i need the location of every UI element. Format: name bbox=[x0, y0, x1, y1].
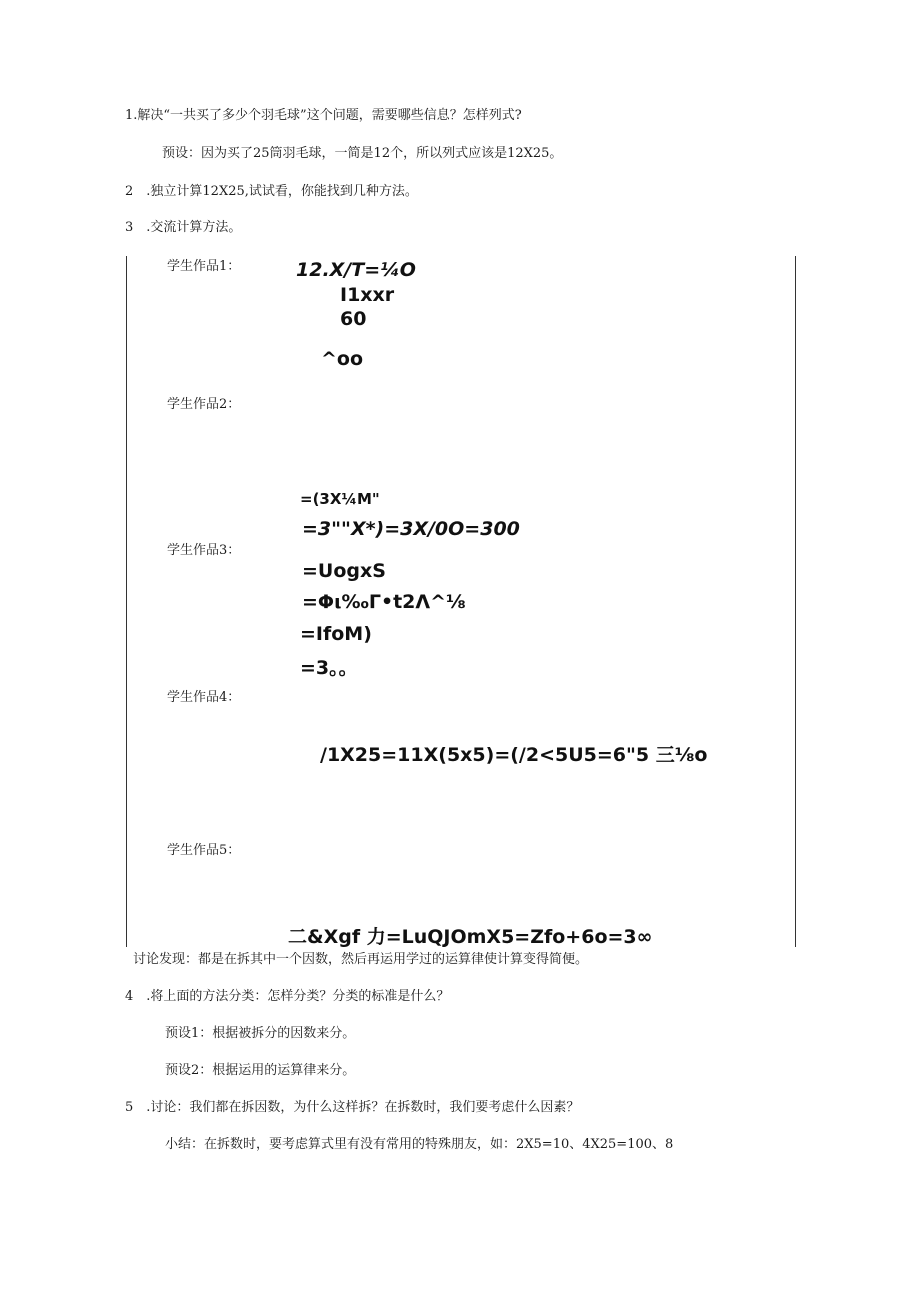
student-work-3-label: 学生作品3： bbox=[167, 543, 241, 558]
student-work-2-line: =(3X¼M" bbox=[300, 490, 380, 508]
work-box-left-border bbox=[126, 256, 127, 947]
question-4-preset-1: 预设1：根据被拆分的因数来分。 bbox=[165, 1026, 356, 1041]
student-work-3-line: =IfoM) bbox=[300, 623, 372, 645]
student-work-1-label: 学生作品1： bbox=[167, 259, 241, 274]
question-5: 5 .讨论：我们都在拆因数，为什么这样拆？在拆数时，我们要考虑什么因素？ bbox=[125, 1100, 580, 1115]
student-work-5-label: 学生作品5： bbox=[167, 843, 241, 858]
summary: 小结：在拆数时，要考虑算式里有没有常用的特殊朋友，如：2X5=10、4X25=100、8 bbox=[165, 1137, 674, 1152]
student-work-3-line: =UogxS bbox=[302, 560, 386, 582]
question-3: 3 .交流计算方法。 bbox=[125, 220, 242, 235]
student-work-3-line: =Φι‰Γ•t2Λ^⅛ bbox=[302, 591, 466, 613]
student-work-5-line: 二&Xgf 力=LuQJOmX5=Zfo+6o=3∞ bbox=[288, 926, 653, 948]
question-4: 4 .将上面的方法分类：怎样分类？分类的标准是什么？ bbox=[125, 989, 450, 1004]
question-1: 1.解决“一共买了多少个羽毛球”这个问题，需要哪些信息？怎样列式? bbox=[125, 108, 522, 123]
work-box-right-border bbox=[795, 256, 796, 947]
student-work-1-line: 12.X/T=¼O bbox=[296, 259, 416, 281]
student-work-4-label: 学生作品4： bbox=[167, 690, 241, 705]
student-work-1-line: ^oo bbox=[321, 348, 364, 370]
student-work-2-label: 学生作品2： bbox=[167, 397, 241, 412]
discussion-finding: 讨论发现：都是在拆其中一个因数，然后再运用学过的运算律使计算变得简便。 bbox=[133, 952, 589, 967]
student-work-1-line: 60 bbox=[340, 308, 367, 330]
student-work-1-line: I1xxr bbox=[340, 284, 395, 306]
student-work-2-line: =3""X*)=3X/0O=300 bbox=[302, 518, 520, 540]
question-1-preset: 预设：因为买了25筒羽毛球，一简是12个，所以列式应该是12X25。 bbox=[162, 146, 563, 161]
question-4-preset-2: 预设2：根据运用的运算律来分。 bbox=[165, 1063, 356, 1078]
student-work-4-line: /1X25=11X(5x5)=(/2<5U5=6"5 三⅛o bbox=[320, 744, 708, 766]
question-2: 2 .独立计算12X25,试试看，你能找到几种方法。 bbox=[125, 184, 418, 199]
student-work-3-line: =3。。 bbox=[300, 657, 358, 679]
